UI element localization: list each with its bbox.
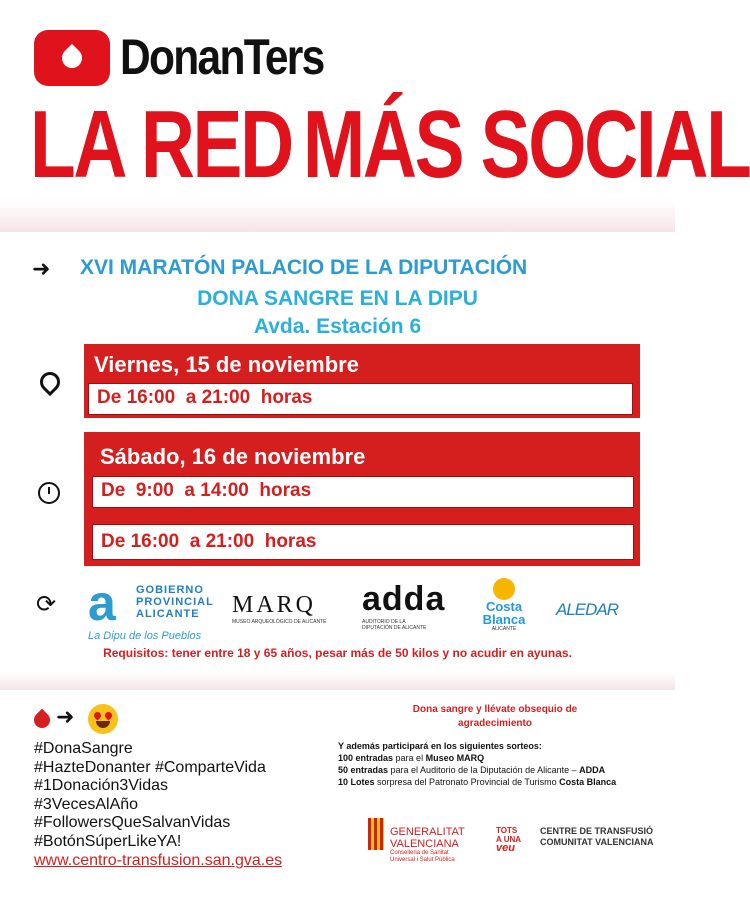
clock-icon: [38, 482, 60, 504]
brand-name: DonanTers: [120, 29, 324, 85]
marq-name: MARQ: [232, 592, 317, 618]
costa-line1: Costa: [485, 599, 523, 614]
day2-slot-1: De 9:00 a 14:00 horas: [92, 476, 634, 508]
sync-icon: ⟳: [36, 591, 57, 618]
adda-logo: [362, 580, 445, 631]
draws-intro: Y además participará en los siguientes sorteos:: [338, 741, 542, 751]
gobierno-tagline: La Dipu de los Pueblos: [88, 630, 202, 642]
marq-caption: MUSEO ARQUEOLÓGICO DE ALICANTE: [232, 619, 327, 625]
website-link[interactable]: www.centro-transfusion.san.gva.es: [34, 852, 283, 869]
hashtag: #3VecesAlAño: [34, 795, 139, 813]
hashtag: #DonaSangre: [34, 740, 133, 757]
arrow-right-icon: ➜: [32, 256, 51, 281]
costa-blanca-logo: [476, 578, 532, 632]
event-title: XVI MARATÓN PALACIO DE LA DIPUTACIÓN: [80, 256, 528, 279]
slogan: [30, 91, 750, 198]
smiley-icon: [88, 704, 118, 734]
event-address: Avda. Estación 6: [253, 315, 422, 338]
adda-name: adda: [362, 580, 446, 618]
marq-logo: [232, 592, 326, 625]
gv-line1: GENERALITAT: [390, 826, 465, 838]
day1-slot-1: De 16:00 a 21:00 horas: [88, 383, 633, 415]
tots-line2: A UNA: [496, 835, 522, 844]
requirements-text: Requisitos: tener entre 18 y 65 años, pesar más de 50 kilos y no acudir en ayunas.: [103, 646, 572, 660]
draw-item: 100 entradas para el Museo MARQ: [338, 753, 485, 763]
sponsor-logos: [0, 570, 675, 650]
gobierno-line1: GOBIERNO: [136, 584, 204, 596]
aldar-logo: ALEDAR: [556, 600, 619, 619]
day2-slot-2: De 16:00 a 21:00 horas: [92, 524, 634, 560]
gv-line2: VALENCIANA: [390, 838, 459, 850]
slogan-part1: LA RED: [30, 91, 292, 198]
header-divider: [0, 200, 675, 232]
adda-caption1: AUDITORIO DE LA: [362, 619, 406, 625]
adda-caption2: DIPUTACIÓN DE ALICANTE: [362, 625, 427, 631]
day1-date: Viernes, 15 de noviembre: [94, 352, 359, 377]
draw-item: 10 Lotes sorpresa del Patronato Provincial de Turismo Costa Blanca: [338, 777, 617, 787]
gift-text: Dona sangre y llévate obsequio de agradecimiento: [412, 704, 578, 729]
gobierno-line2: PROVINCIAL: [136, 596, 214, 608]
hashtag: #BotónSúperLikeYA!: [34, 832, 182, 850]
arrow-right-icon: ➜: [56, 704, 75, 729]
costa-caption: ALICANTE: [491, 626, 517, 632]
hashtag: #HazteDonanter #ComparteVida: [34, 758, 266, 776]
slogan-part2: MÁS SOCIAL: [302, 91, 750, 198]
ct-line1: CENTRE DE TRANSFUSIÓ: [540, 826, 654, 836]
gobierno-line3: ALICANTE: [136, 608, 200, 620]
hashtag: #1Donación3Vidas: [34, 777, 169, 794]
ct-line2: COMUNITAT VALENCIANA: [540, 837, 654, 847]
hashtag: #FollowersQueSalvanVidas: [34, 814, 231, 831]
event-divider: [0, 672, 675, 690]
event-subtitle: DONA SANGRE EN LA DIPU: [197, 287, 478, 310]
tots-line1: TOTS: [496, 826, 518, 835]
blood-drop-icon: [58, 44, 86, 72]
gv-line4: Universal i Salut Pública: [390, 857, 455, 863]
gobierno-letter-icon: a: [88, 575, 116, 631]
hashtag-list: [34, 740, 266, 851]
centre-transfusio-logo: [540, 826, 654, 848]
gv-line3: Conselleria de Sanitat: [390, 850, 449, 856]
coat-of-arms-icon: [368, 818, 384, 850]
draw-item: 50 entradas para el Auditorio de la Diputación de Alicante – ADDA: [338, 765, 606, 775]
donanters-logo: [34, 30, 110, 86]
draws-list: [338, 740, 616, 788]
costa-line2: Blanca: [482, 612, 526, 627]
day2-date: Sábado, 16 de noviembre: [100, 444, 366, 469]
tots-line3: veu: [496, 842, 515, 854]
sun-icon: [493, 578, 515, 600]
